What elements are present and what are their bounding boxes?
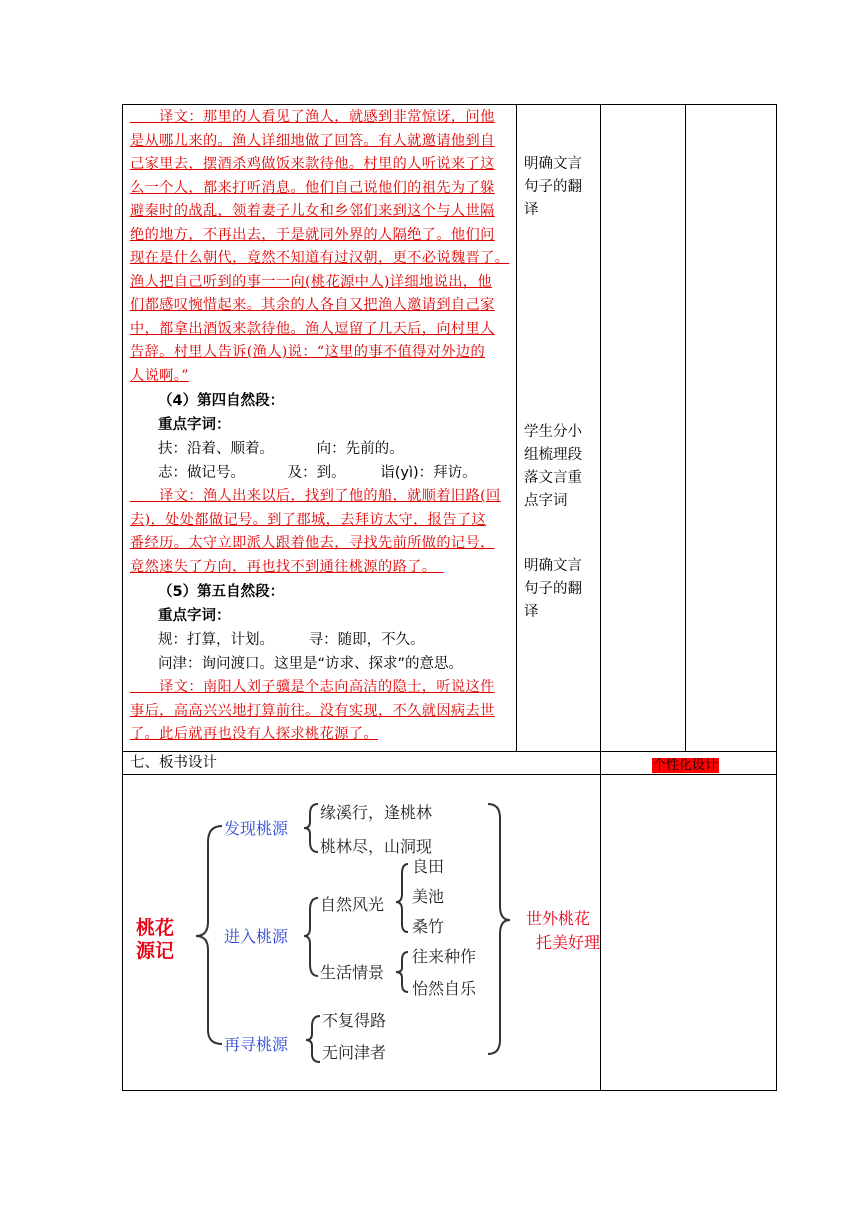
diagram-branch3-item1: 不复得路 — [322, 1011, 387, 1030]
diagram-branch2-sub2-item2: 怡然自乐 — [412, 979, 477, 998]
diagram-branch1-item1: 缘溪行，逢桃林 — [320, 803, 433, 822]
para4-keyword-row1 — [158, 438, 515, 460]
branch1-bracket — [304, 804, 318, 852]
diagram-branch1: 发现桃源 — [224, 819, 289, 838]
translation-line: 己家里去，摆酒杀鸡做饭来款待他。村里的人听说来了这 — [130, 156, 495, 172]
diagram-conclusion-line2: 托美好理 — [536, 933, 601, 952]
para4-translation — [130, 485, 515, 579]
diagram-branch2: 进入桃源 — [224, 927, 289, 946]
col-divider-1 — [516, 104, 517, 752]
branch2-sub1-bracket — [396, 864, 408, 932]
translation-line: 现在是什么朝代，竟然不知道有过汉朝，更不必说魏晋了。 — [130, 250, 510, 266]
translation-line: 么一个人，都来打听消息。他们自己说他们的祖先为了躲 — [130, 179, 495, 196]
keyword-zhi: 志：做记号。 — [158, 465, 245, 481]
translation-line: 人说啊。” — [130, 367, 189, 384]
para4-keyword-row2 — [158, 462, 515, 484]
table-border-left — [122, 104, 123, 1091]
table-border-right — [776, 104, 777, 1091]
diagram-branch2-sub1-item3: 桑竹 — [412, 917, 445, 936]
translation-line: 去)，处处都做记号。到了郡城，去拜访太守，报告了这 — [130, 511, 487, 528]
diagram-root-line1: 桃花 — [136, 917, 175, 939]
translation-line: 避秦时的战乱，领着妻子儿女和乡邻们来到这个与人世隔 — [130, 203, 495, 219]
translation-line: 事后，高高兴兴地打算前往。没有实现，不久就因病去世 — [130, 702, 495, 719]
diagram-branch2-sub2-item1: 往来种作 — [412, 947, 477, 966]
keyword-ji: 及：到。 — [287, 465, 346, 481]
diagram-branch2-sub1: 自然风光 — [320, 895, 385, 914]
closing-bracket — [488, 804, 510, 1054]
translation-line: 们都感叹惋惜起来。其余的人各自又把渔人邀请到自己家 — [130, 297, 495, 313]
translation-line: 中，都拿出酒饭来款待他。渔人逗留了几天后，向村里人 — [130, 320, 495, 337]
branch2-bracket — [304, 898, 318, 976]
side-note-3: 明确文言句子的翻译 — [524, 558, 582, 620]
col-divider-3 — [685, 104, 686, 752]
keyword-fu: 扶：沿着、顺着。 — [158, 441, 274, 457]
diagram-branch2-sub1-item2: 美池 — [412, 887, 445, 906]
translation-line: 译文：南阳人刘子骥是个志向高洁的隐士，听说这件 — [130, 679, 495, 695]
keyword-gui: 规：打算，计划。 — [158, 632, 274, 648]
keyword-yi: 诣(yì)：拜访。 — [380, 465, 477, 481]
branch2-sub2-bracket — [396, 952, 408, 992]
translation-line: 了。此后就再也没有人探求桃花源了。 — [130, 726, 378, 742]
translation-line: 渔人把自己听到的事一一向(桃花源中人)详细地说出，他 — [130, 273, 492, 290]
para4-keywords-label: 重点字词： — [158, 417, 231, 433]
main-bracket — [196, 826, 222, 1044]
board-diagram — [124, 782, 604, 1082]
main-content-cell — [130, 106, 515, 747]
translation-line: 番经历。太守立即派人跟着他去，寻找先前所做的记号， — [130, 535, 495, 551]
diagram-conclusion-line1: 世外桃花 — [526, 909, 591, 928]
diagram-branch2-sub1-item1: 良田 — [412, 857, 445, 876]
section3-translation — [130, 106, 515, 388]
diagram-branch2-sub2: 生活情景 — [320, 963, 385, 982]
para4-heading: （4）第四自然段： — [158, 393, 285, 409]
board-section-title: 七、板书设计 — [130, 755, 217, 771]
personalized-design-label: 个性化设计 — [653, 758, 719, 773]
diagram-branch3-item2: 无问津者 — [322, 1043, 387, 1062]
keyword-xun: 寻：随即，不久。 — [308, 632, 425, 648]
side-note-1: 明确文言句子的翻译 — [524, 156, 582, 218]
translation-line: 告辞。村里人告诉(渔人)说：“这里的事不值得对外边的 — [130, 344, 486, 360]
row-divider-2 — [122, 774, 777, 775]
table-border-top — [122, 104, 777, 105]
diagram-branch3: 再寻桃源 — [224, 1035, 289, 1054]
para5-keyword-row2: 问津：询问渡口。这里是“访求、探求”的意思。 — [158, 656, 464, 672]
branch3-bracket — [306, 1016, 320, 1062]
para5-keyword-row1 — [158, 629, 515, 651]
row-divider-1 — [122, 751, 777, 752]
keyword-xiang: 向：先前的。 — [316, 441, 404, 457]
translation-line: 竟然迷失了方向，再也找不到通往桃源的路了。 — [130, 558, 444, 575]
translation-line: 译文：那里的人看见了渔人，就感到非常惊讶，问他 — [130, 109, 495, 125]
translation-line: 译文：渔人出来以后，找到了他的船，就顺着旧路(回 — [130, 488, 501, 504]
para5-translation — [130, 676, 515, 747]
para5-heading: （5）第五自然段： — [158, 584, 285, 600]
side-note-2: 学生分小组梳理段落文言重点字词 — [524, 424, 582, 509]
table-border-bottom — [122, 1090, 777, 1091]
translation-line: 绝的地方，不再出去，于是就同外界的人隔绝了。他们问 — [130, 226, 495, 243]
diagram-branch1-item2: 桃林尽，山洞现 — [320, 837, 433, 856]
diagram-root-line2: 源记 — [136, 940, 175, 962]
para5-keywords-label: 重点字词： — [158, 608, 231, 624]
translation-line: 是从哪儿来的。渔人详细地做了回答。有人就邀请他到自 — [130, 132, 495, 149]
